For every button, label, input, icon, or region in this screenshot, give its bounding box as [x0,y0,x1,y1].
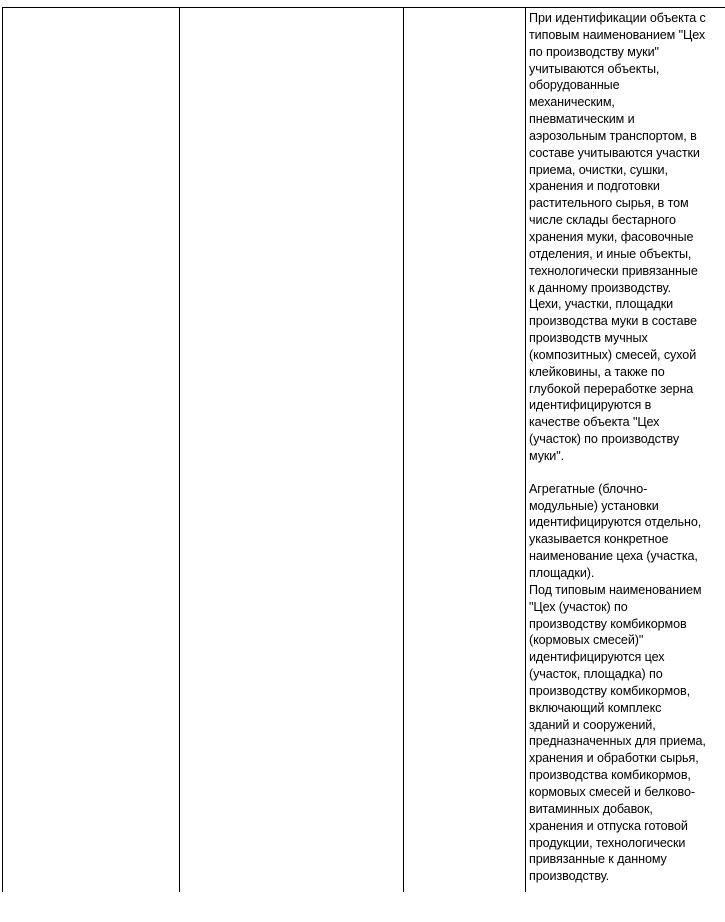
paragraph-feed-workshop-identification: Под типовым наименованием "Цех (участок) по производству комбикормов (кормовых смесей)" идентифицируются цех (участок, площадка) по производству комбикормов, включающий комплекс зданий и сооружений, предназначенных для приема, хранения и обработки сырья, производства комбикормов, кормовых смесей и белково- витаминных добавок, хранения и отпуска готовой продукции, технологически привязанные к данному производству. [529,582,706,884]
paragraph-gap [529,465,723,481]
paragraph-aggregate-installations: Агрегатные (блочно- модульные) установки идентифицируются отдельно, указывается конкретное наименование цеха (участка, площадки). [529,481,702,580]
paragraph-flour-workshops-in-composite-mixes: Цехи, участки, площадки производства муки в составе производств мучных (композитных) смесей, сухой клейковины, а также по глубокой переработке зерна идентифицируются в качестве объекта "Цех (участок) по производству муки". [529,297,697,463]
paragraph-flour-workshop-identification: При идентификации объекта с типовым наименованием "Цех по производству муки" учитываются объекты, оборудованные механическим, пневматическим и аэрозольным транспортом, в составе учитываются участки приема, очистки, сушки, хранения и подготовки растительного сырья, в том числе склады бестарного хранения муки, фасовочные отделения, и иные объекты, технологически привязанные к данному производству. [529,11,706,295]
table-cell-col-3 [404,8,525,892]
table-cell-col-1 [3,8,179,892]
table-cell-col-4 [529,10,723,885]
table-border-col-3 [525,8,526,892]
table-cell-col-2 [180,8,403,892]
